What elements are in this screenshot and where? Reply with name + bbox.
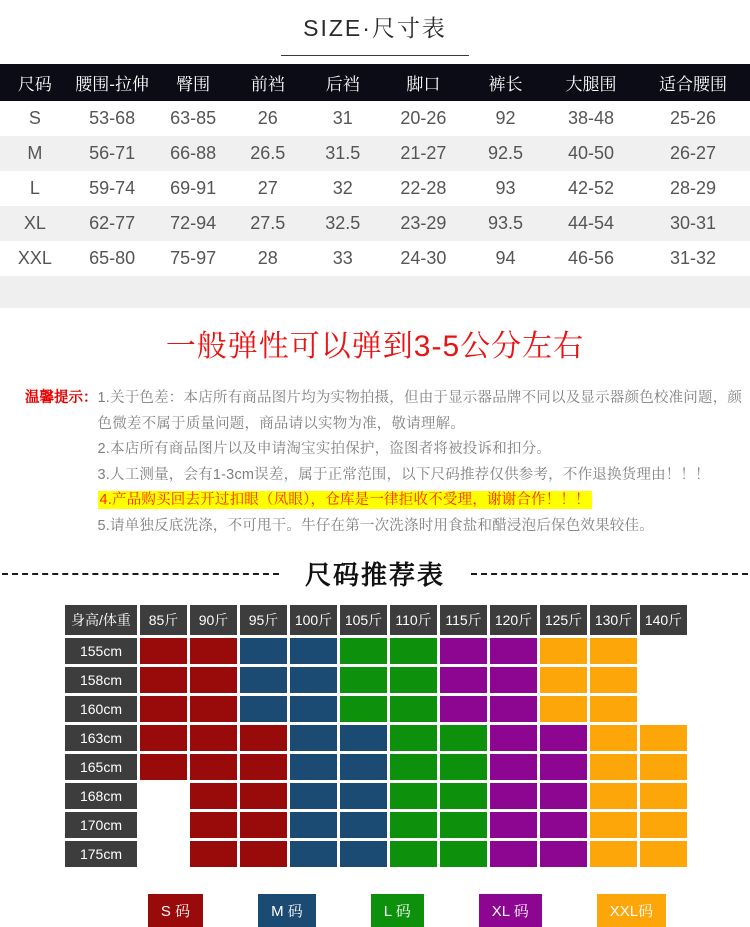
grid-height-label: 168cm [65,783,137,809]
grid-size-cell-s [190,725,237,751]
size-table-head [0,64,750,101]
size-table-cell: 94 [495,248,516,268]
elastic-note: 一般弹性可以弹到3-5公分左右 [165,330,585,363]
size-table-cell: S [28,108,41,128]
grid-size-cell-l [340,667,387,693]
size-table-cell: 30-31 [669,213,717,233]
size-table-cell: 69-91 [170,178,217,198]
grid-size-cell-m [290,754,337,780]
size-chart-header [0,0,750,56]
size-table-cell: 31 [332,108,353,128]
grid-size-cell-m [240,638,287,664]
legend-chip-l: L 码 [371,894,424,927]
grid-row [65,725,687,751]
grid-size-cell-l [390,812,437,838]
size-table-cell: 53-68 [89,108,136,128]
legend-chip-s: S 码 [148,894,203,927]
grid-size-cell-s [190,696,237,722]
tip-line [98,463,746,489]
grid-size-cell-xl [540,754,587,780]
recommend-grid-header-row [65,605,687,635]
tip-line [98,386,746,437]
recommend-divider [0,555,750,592]
grid-size-cell-xxl [640,841,687,867]
size-table-cell: 44-54 [567,213,614,233]
size-table-cell: 75-97 [170,248,217,268]
size-table-cell: XL [23,213,46,233]
grid-size-cell-xl [440,638,487,664]
grid-weight-header: 125斤 [540,605,587,635]
grid-weight-header: 90斤 [190,605,237,635]
grid-size-cell-s [140,754,187,780]
size-table-cell: L [29,178,40,198]
grid-size-cell-s [240,754,287,780]
grid-height-label: 160cm [65,696,137,722]
grid-size-cell-l [440,754,487,780]
grid-size-cell-xxl [640,783,687,809]
size-table-cell: 66-88 [170,143,217,163]
size-table-cell: 92 [495,108,516,128]
size-table-cell: 21-27 [400,143,447,163]
grid-size-cell-m [340,783,387,809]
grid-size-cell-l [440,812,487,838]
size-table-cell: 92.5 [487,143,523,163]
size-table-cell: 20-26 [400,108,447,128]
size-table-cell: 23-29 [400,213,447,233]
grid-weight-header: 85斤 [140,605,187,635]
grid-empty-cell [640,696,687,722]
size-table-cell: 59-74 [89,178,136,198]
legend-chip-m: M 码 [258,894,316,927]
size-table-cell: M [27,143,43,163]
tip-line [98,488,746,514]
page-title: SIZE·尺寸表 [281,10,469,56]
grid-size-cell-xxl [640,754,687,780]
size-table-cell: 31-32 [669,248,717,268]
grid-empty-cell [140,841,187,867]
size-table-cell: 42-52 [567,178,614,198]
size-table-cell: 26.5 [250,143,286,163]
grid-size-cell-s [240,812,287,838]
grid-size-cell-xxl [590,841,637,867]
size-table-header-cell: 前裆 [232,64,304,101]
tips-section [25,386,750,539]
size-table-row [0,171,750,206]
grid-empty-cell [140,783,187,809]
size-table-row [0,206,750,241]
recommend-title: 尺码推荐表 [305,560,446,590]
size-table-row [0,101,750,136]
grid-weight-header: 100斤 [290,605,337,635]
grid-size-cell-xl [490,667,537,693]
size-table-cell: 27 [257,178,278,198]
grid-height-label: 155cm [65,638,137,664]
grid-size-cell-m [340,754,387,780]
grid-weight-header: 120斤 [490,605,537,635]
grid-size-cell-s [190,754,237,780]
grid-size-cell-xxl [590,638,637,664]
grid-size-cell-s [140,725,187,751]
size-table-cell: 26 [257,108,278,128]
size-table-cell: 22-28 [400,178,447,198]
grid-size-cell-s [190,667,237,693]
size-table-cell: 46-56 [567,248,614,268]
recommend-grid-head [65,605,687,635]
grid-size-cell-xl [490,696,537,722]
size-table-cell: 28 [257,248,278,268]
legend-chip-xl: XL 码 [479,894,542,927]
grid-size-cell-xxl [640,725,687,751]
grid-size-cell-s [140,667,187,693]
grid-height-label: 163cm [65,725,137,751]
grid-size-cell-xxl [540,667,587,693]
grid-weight-header: 130斤 [590,605,637,635]
dash-line-left [2,573,279,575]
grid-size-cell-l [390,783,437,809]
size-table-header-cell: 后裆 [304,64,382,101]
grid-size-cell-xl [540,725,587,751]
size-table-cell: 40-50 [567,143,614,163]
size-table-header-cell: 腰围-拉伸 [70,64,155,101]
size-legend [32,894,750,927]
tip-text-highlighted: 4.产品购买回去开过扣眼（凤眼），仓库是一律拒收不受理，谢谢合作！！！ [99,492,590,508]
tips-label: 温馨提示： [25,390,98,406]
size-table-cell: 93.5 [487,213,523,233]
grid-size-cell-xl [540,841,587,867]
size-table-header-cell: 适合腰围 [636,64,750,101]
size-table-cell: 38-48 [567,108,614,128]
size-table-row [0,241,750,276]
grid-size-cell-m [290,667,337,693]
grid-size-cell-xl [540,812,587,838]
table-footer-band [0,276,750,308]
grid-size-cell-xxl [590,696,637,722]
grid-size-cell-s [190,783,237,809]
tip-line [98,514,746,540]
size-table-header-row [0,64,750,101]
grid-size-cell-xl [440,667,487,693]
size-table [0,64,750,276]
grid-size-cell-m [290,725,337,751]
size-table-cell: 26-27 [669,143,717,163]
grid-size-cell-m [290,638,337,664]
grid-weight-header: 110斤 [390,605,437,635]
grid-size-cell-xl [490,783,537,809]
grid-size-cell-l [390,667,437,693]
grid-empty-cell [640,638,687,664]
grid-size-cell-xl [490,841,537,867]
grid-size-cell-xxl [540,638,587,664]
size-table-row [0,136,750,171]
grid-weight-header: 115斤 [440,605,487,635]
grid-row [65,841,687,867]
grid-height-label: 175cm [65,841,137,867]
grid-row [65,667,687,693]
size-table-cell: 24-30 [400,248,447,268]
grid-size-cell-xl [490,812,537,838]
grid-row [65,812,687,838]
size-table-cell: 56-71 [89,143,136,163]
grid-size-cell-l [390,725,437,751]
tip-text: 1.关于色差：本店所有商品图片均为实物拍摄，但由于显示器品牌不同以及显示器颜色校准问题，颜色微差不属于质量问题，商品请以实物为准，敬请理解。 [97,390,743,432]
size-table-cell: 93 [495,178,516,198]
grid-size-cell-m [290,783,337,809]
grid-corner-cell: 身高/体重 [65,605,137,635]
grid-size-cell-s [190,841,237,867]
grid-size-cell-xxl [590,783,637,809]
grid-size-cell-m [290,841,337,867]
size-table-cell: 33 [332,248,353,268]
grid-size-cell-m [290,696,337,722]
grid-size-cell-xl [490,754,537,780]
size-table-cell: 72-94 [170,213,217,233]
grid-weight-header: 140斤 [640,605,687,635]
grid-size-cell-xl [490,638,537,664]
grid-empty-cell [640,667,687,693]
size-table-cell: 25-26 [669,108,717,128]
grid-size-cell-s [190,812,237,838]
size-table-header-cell: 大腿围 [546,64,636,101]
size-table-header-cell: 脚口 [382,64,465,101]
size-table-cell: 32 [332,178,353,198]
grid-row [65,754,687,780]
grid-size-cell-m [340,812,387,838]
grid-height-label: 170cm [65,812,137,838]
grid-height-label: 158cm [65,667,137,693]
grid-size-cell-s [140,638,187,664]
recommend-grid [62,602,690,870]
grid-size-cell-l [440,783,487,809]
size-table-cell: 62-77 [89,213,136,233]
grid-size-cell-xxl [590,667,637,693]
size-table-cell: 31.5 [325,143,361,163]
tip-text: 5.请单独反底洗涤，不可甩干。牛仔在第一次洗涤时用食盐和醋浸泡后保色效果较佳。 [97,517,654,534]
grid-size-cell-xl [540,783,587,809]
grid-size-cell-xxl [590,725,637,751]
grid-row [65,638,687,664]
grid-size-cell-l [390,696,437,722]
grid-size-cell-s [240,841,287,867]
grid-size-cell-l [440,841,487,867]
grid-size-cell-l [390,754,437,780]
grid-row [65,696,687,722]
grid-size-cell-xxl [590,812,637,838]
grid-size-cell-l [440,725,487,751]
size-table-cell: 65-80 [89,248,136,268]
legend-chip-xxl: XXL码 [597,894,666,927]
size-table-cell: 28-29 [669,178,717,198]
grid-height-label: 165cm [65,754,137,780]
tip-text: 3.人工测量，会有1-3cm误差，属于正常范围，以下尺码推荐仅供参考，不作退换货理由！！！ [97,466,710,483]
size-table-cell: 27.5 [250,213,286,233]
grid-size-cell-xl [440,696,487,722]
grid-weight-header: 95斤 [240,605,287,635]
dash-line-right [471,573,748,575]
grid-size-cell-xxl [540,696,587,722]
grid-size-cell-xl [490,725,537,751]
tip-line [98,437,746,463]
size-table-cell: 63-85 [170,108,217,128]
grid-size-cell-m [290,812,337,838]
grid-size-cell-l [340,696,387,722]
grid-size-cell-l [390,841,437,867]
grid-size-cell-m [340,841,387,867]
grid-size-cell-s [240,783,287,809]
size-table-header-cell: 尺码 [0,64,70,101]
grid-size-cell-l [340,638,387,664]
size-table-cell: XXL [17,248,52,268]
grid-size-cell-s [240,725,287,751]
tips-list [98,386,746,539]
grid-row [65,783,687,809]
grid-empty-cell [140,812,187,838]
size-table-header-cell: 臀围 [155,64,232,101]
size-table-header-cell: 裤长 [465,64,546,101]
grid-size-cell-m [240,667,287,693]
size-table-body [0,101,750,276]
grid-size-cell-s [140,696,187,722]
grid-size-cell-m [240,696,287,722]
tip-text: 2.本店所有商品图片以及申请淘宝实拍保护，盗图者将被投诉和扣分。 [97,441,551,457]
grid-size-cell-xxl [590,754,637,780]
grid-size-cell-xxl [640,812,687,838]
grid-size-cell-l [390,638,437,664]
grid-size-cell-s [190,638,237,664]
grid-weight-header: 105斤 [340,605,387,635]
grid-size-cell-m [340,725,387,751]
size-table-cell: 32.5 [325,213,361,233]
recommend-grid-body [65,638,687,867]
